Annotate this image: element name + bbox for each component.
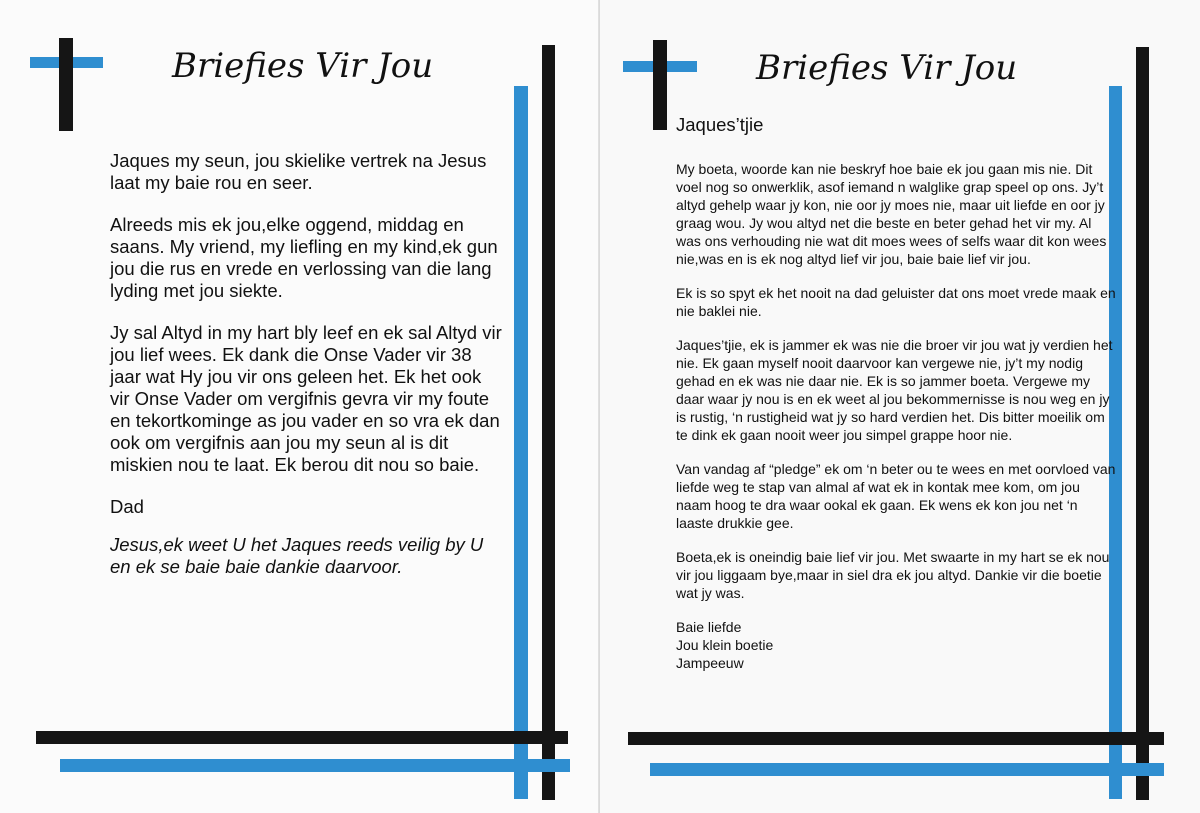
cross-vertical-bar [653, 40, 667, 130]
letter-closing [676, 618, 1116, 672]
frame-black-vertical [542, 45, 555, 800]
letter-paragraph: Ek is so spyt ek het nooit na dad geluister dat ons moet vrede maak en nie baklei nie. [676, 285, 1116, 319]
letter-paragraph: My boeta, woorde kan nie beskryf hoe baie ek jou gaan mis nie. Dit voel nog so onwerklik, asof iemand n walglike grap speel op ons. Jy’t altyd gehelp waar jy kon, nie oor jy moes nie, maar uit liefde en oor jy graag wou. Jy wou altyd net die beste en beter gehad het vir my. Al was ons verhouding nie wat dit moes wees of selfs waar dit kon wees nie,was en is ek nog altyd lief vir jou, baie baie lief vir jou. [676, 161, 1107, 267]
letter-paragraph: Jaques my seun, jou skielike vertrek na Jesus laat my baie rou en seer. [110, 150, 487, 193]
letter-paragraph: Jy sal Altyd in my hart bly leef en ek sal Altyd vir jou lief wees. Ek dank die Onse Vader vir 38 jaar wat Hy jou vir ons geleen het. Ek het ook vir Onse Vader om vergifnis gevra vir my foute en tekortkominge as jou vader en so vra ek dan ook om vergifnis aan jou my seun al is dit miskien nou te laat. Ek berou dit nou so baie. [110, 322, 502, 475]
letter-paragraph: Van vandag af “pledge” ek om ‘n beter ou te wees en met oorvloed van liefde weg te stap van almal af wat ek in kontak mee kom, om jou naam hoog te dra waar ookal ek gaan. Ek wens ek kon jou net ‘n laaste drukkie gee. [676, 461, 1116, 531]
closing-line: Baie liefde [676, 619, 742, 635]
page-title: Briefies Vir Jou [756, 48, 1018, 88]
closing-line: Jampeeuw [676, 655, 744, 671]
letter-signature: Dad [110, 496, 144, 517]
frame-blue-horizontal [60, 759, 570, 772]
letter-paragraph: Boeta,ek is oneindig baie lief vir jou. Met swaarte in my hart se ek nou vir jou liggaam bye,maar in siel dra ek jou altyd. Dankie vir die boetie wat jy was. [676, 549, 1110, 601]
prayer-text: Jesus,ek weet U het Jaques reeds veilig by U en ek se baie baie dankie daarvoor. [110, 534, 484, 577]
frame-blue-vertical [514, 86, 528, 799]
letter-paragraph: Alreeds mis ek jou,elke oggend, middag en saans. My vriend, my liefling en my kind,ek gun jou die rus en vrede en verlossing van die lang lyding met jou siekte. [110, 214, 498, 301]
letter-greeting: Jaques’tjie [676, 114, 764, 135]
frame-blue-horizontal [650, 763, 1164, 776]
page-title: Briefies Vir Jou [172, 46, 434, 86]
letter-paragraph: Jaques’tjie, ek is jammer ek was nie die broer vir jou wat jy verdien het nie. Ek gaan myself nooit daarvoor kan vergewe nie, jy’t my nodig gehad en ek was nie daar nie. Ek is so jammer boeta. Vergewe my daar waar jy nou is en ek weet al jou bekommernisse is nou weg en jy is rustig, ‘n rustigheid wat jy so hard verdien het. Dis bitter moeilik om te dink ek gaan nooit weer jou simpel grappe hoor nie. [676, 337, 1113, 443]
frame-black-vertical [1136, 47, 1149, 800]
frame-black-horizontal [36, 731, 568, 744]
frame-black-horizontal [628, 732, 1164, 745]
letter-from-dad [110, 150, 502, 598]
letter-from-brother [676, 160, 1116, 688]
cross-vertical-bar [59, 38, 73, 131]
closing-line: Jou klein boetie [676, 637, 774, 653]
